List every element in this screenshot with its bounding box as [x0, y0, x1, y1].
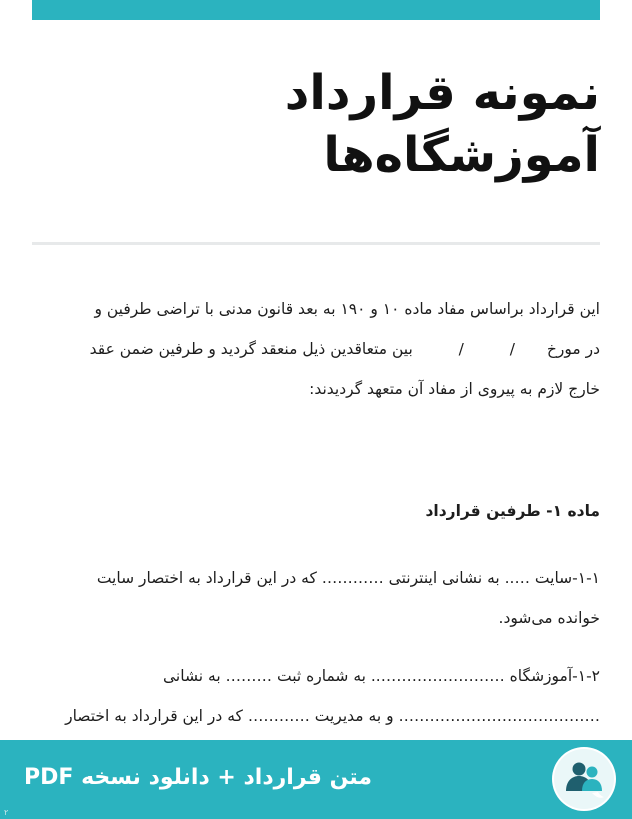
clause-1-2-line-2: ………………………………… و به مدیریت ………… که در این قرارداد به اختصار	[65, 707, 600, 725]
intro-line-2	[32, 329, 600, 369]
download-pdf-label[interactable]: متن قرارداد + دانلود نسخه PDF	[24, 765, 372, 790]
intro-date-label: در مورخ	[546, 340, 600, 358]
page-title	[40, 62, 600, 186]
title-line-1: نمونه قرارداد	[284, 65, 600, 121]
title-line-2: آموزشگاه‌ها	[323, 127, 600, 183]
corner-mark: ۲	[4, 808, 9, 817]
intro-line-1: این قرارداد براساس مفاد ماده ۱۰ و ۱۹۰ به بعد قانون مدنی با تراضی طرفین و	[94, 300, 600, 318]
intro-date-slash-1: /	[509, 340, 515, 358]
title-divider	[32, 242, 600, 245]
intro-parties-text: بین متعاقدین ذیل منعقد گردید و طرفین ضمن عقد	[89, 340, 413, 358]
top-accent-bar	[32, 0, 600, 20]
clause-1-2	[32, 656, 600, 736]
users-chat-icon	[552, 747, 616, 811]
article-1-heading: ماده ۱- طرفین قرارداد	[425, 502, 600, 520]
intro-date-slash-2: /	[458, 340, 464, 358]
clause-1-2-line-1: ۱-۲-آموزشگاه …………………….. به شماره ثبت ……… به نشانی	[162, 667, 600, 685]
intro-line-3: خارج لازم به پیروی از مفاد آن متعهد گردیدند:	[309, 380, 600, 398]
clause-1-1-line-2: خوانده می‌شود.	[498, 609, 600, 627]
clause-1-1-line-1: ۱-۱-سایت ….. به نشانی اینترنتی ………… که در این قرارداد به اختصار سایت	[96, 569, 600, 587]
download-banner[interactable]	[0, 740, 632, 819]
intro-paragraph	[32, 289, 600, 409]
clause-1-1	[32, 558, 600, 638]
